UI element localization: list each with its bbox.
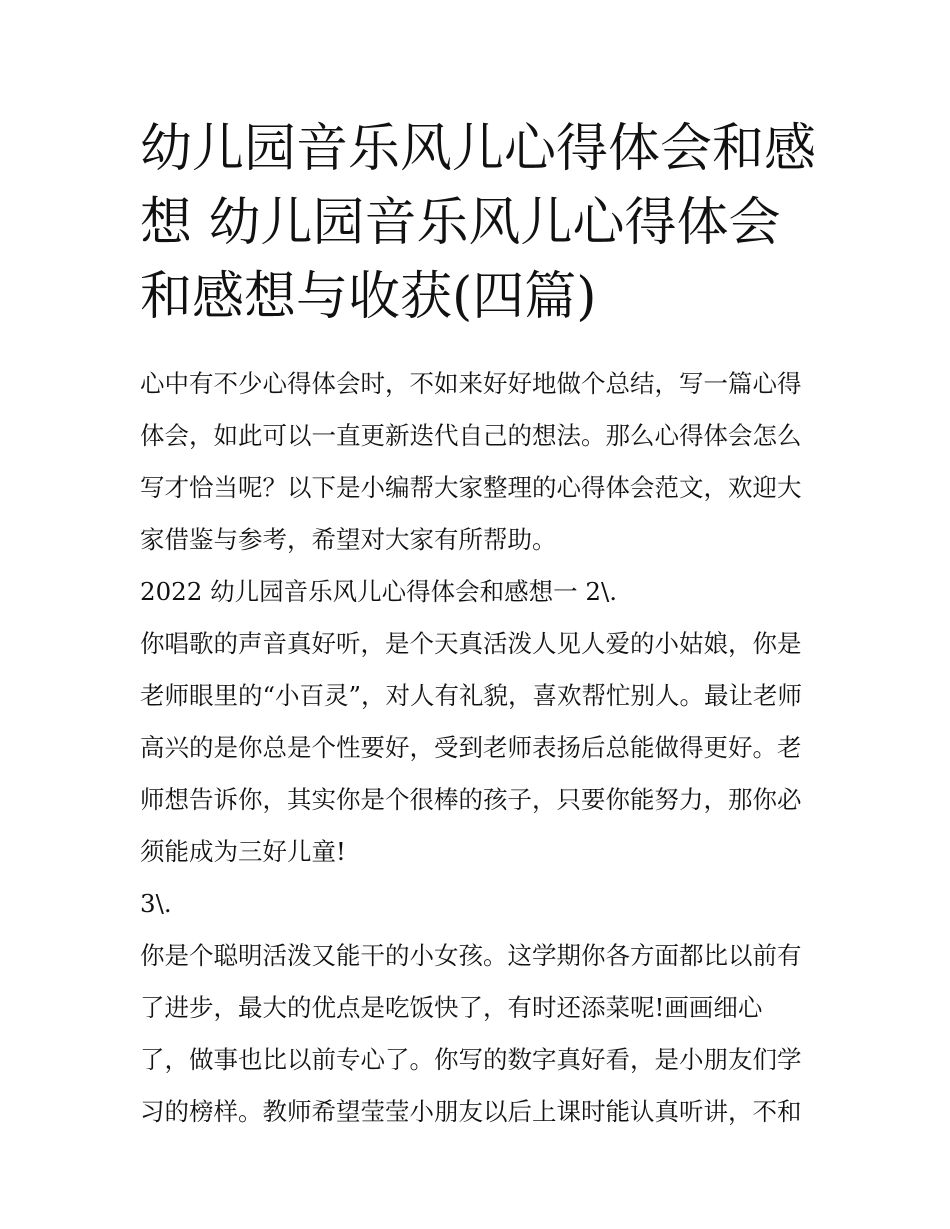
body-line: 心中有不少心得体会时，不如来好好地做个总结，写一篇心得 [140,369,802,398]
body-line: 写才恰当呢？以下是小编帮大家整理的心得体会范文，欢迎大 [140,473,802,502]
document-body [140,358,815,1138]
body-line: 老师眼里的“小百灵”，对人有礼貌，喜欢帮忙别人。最让老师 [140,681,803,710]
document-title: 幼儿园音乐风儿心得体会和感想 幼儿园音乐风儿心得体会和感想与收获(四篇) [140,119,817,327]
body-line: 习的榜样。教师希望莹莹小朋友以后上课时能认真听讲，不和 [140,1097,802,1126]
body-line: 须能成为三好儿童! [140,837,346,866]
section-heading: 2022 幼儿园音乐风儿心得体会和感想一 2\. [140,577,618,606]
body-line: 了进步，最大的优点是吃饭快了，有时还添菜呢!画画细心 [140,993,763,1022]
body-line: 师想告诉你，其实你是个很棒的孩子，只要你能努力，那你必 [140,785,802,814]
body-line: 了，做事也比以前专心了。你写的数字真好看，是小朋友们学 [140,1045,802,1074]
body-line: 你是个聪明活泼又能干的小女孩。这学期你各方面都比以前有 [140,941,802,970]
body-line: 家借鉴与参考，希望对大家有所帮助。 [140,525,557,554]
section-number: 3\. [140,889,172,918]
body-line: 高兴的是你总是个性要好，受到老师表扬后总能做得更好。老 [140,733,802,762]
body-line: 体会，如此可以一直更新迭代自己的想法。那么心得体会怎么 [140,421,802,450]
body-line: 你唱歌的声音真好听，是个天真活泼人见人爱的小姑娘，你是 [140,629,802,658]
